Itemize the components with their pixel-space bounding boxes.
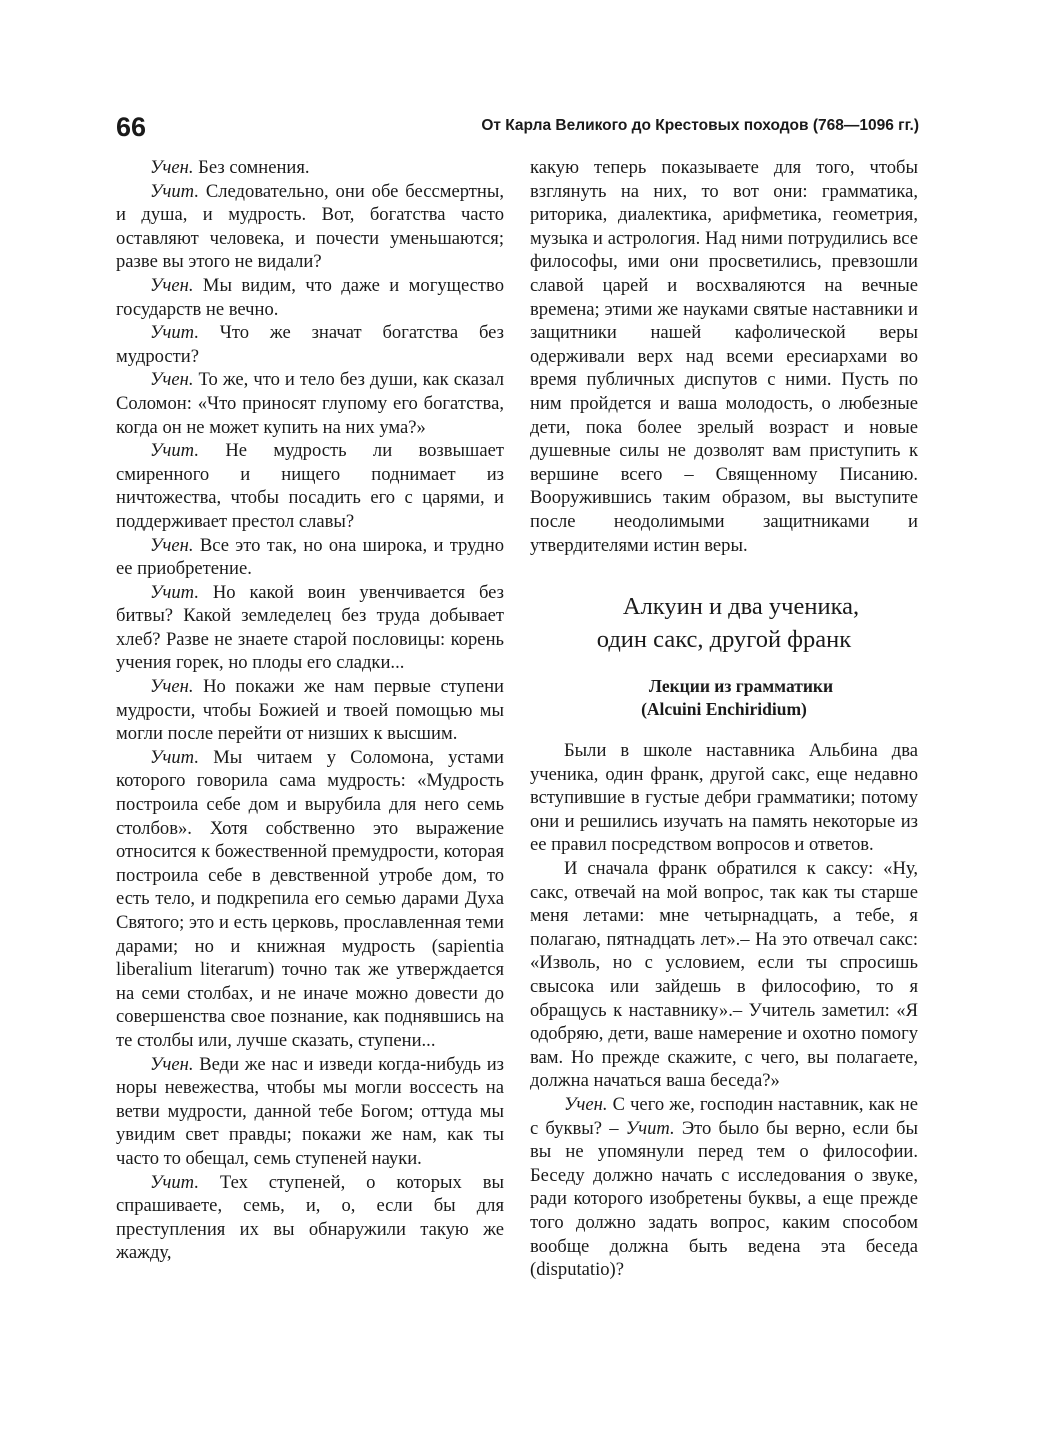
dialogue-text: То же, что и тело без души, как сказал Соломон: «Что приносят глупому его богатства, когда он не может купить на них ума?»: [116, 369, 504, 438]
body-paragraph: И сначала франк обратился к саксу: «Ну, сакс, отвечай на мой вопрос, так как ты старше меня летами: мне четырнадцать, а тебе, я полагаю, пятнадцать лет».– На это отвечал сакс: «Изволь, но с условием, если ты спросишь свысока или зайдешь в философию, то я обращусь к наставнику».– Учитель заметил: «Я одобряю, дети, ваше намерение и охотно помогу вам. Но прежде скажите, с чего, вы полагаете, должна начаться ваша беседа?»: [530, 858, 918, 1092]
speaker-label: Учен.: [150, 1053, 194, 1075]
chapter-title: [530, 590, 918, 656]
dialogue-paragraph: [116, 675, 504, 746]
dialogue-paragraph: [116, 368, 504, 439]
speaker-label: Учит.: [150, 581, 199, 603]
dialogue-text: Мы читаем у Соломона, устами которого говорила сама мудрость: «Мудрость построила себе дом и вырубила для него семь столбов». Хотя собственно это выражение относится к божественной премудрости, которая построила себе в девственной утробе дом, то есть тело, и подкрепила его семью дарами Духа Святого; это и есть церковь, прославленная теми дарами; но и книжная мудрость (sapientia liberalium literarum) точно так же утверждается на семи столбах, и не иначе можно довести до совершенства свое познание, как поднявшись на те столбы или, лучше сказать, ступени...: [116, 746, 504, 1051]
speaker-label: Учен.: [150, 274, 194, 296]
dialogue-paragraph: [116, 274, 504, 321]
dialogue-text: Что же значат богатства без мудрости?: [116, 322, 504, 367]
speaker-label: Учит.: [150, 440, 199, 462]
section-spacer: [530, 656, 918, 675]
dialogue-text: Тех ступеней, о которых вы спрашиваете, семь, и, о, если бы для преступления их вы обнаружили такую же жажду,: [116, 1171, 504, 1264]
chapter-title-line: один сакс, другой франк: [596, 626, 852, 654]
dialogue-text: Все это так, но она широка, и трудно ее приобретение.: [116, 534, 504, 580]
subtitle-line: Лекции из грамматики: [648, 676, 834, 697]
dialogue-paragraph: [116, 581, 504, 675]
dialogue-text: Не мудрость ли возвышает смиренного и нищего поднимает из ничтожества, чтобы посадить его с царями, и поддерживает престол славы?: [116, 440, 504, 532]
dialogue-paragraph: [116, 534, 504, 581]
right-column: [530, 156, 918, 1282]
left-column: [116, 156, 504, 1265]
speaker-label: Учит.: [150, 746, 199, 768]
speaker-label: Учит.: [150, 322, 199, 344]
dialogue-paragraph: [116, 1171, 504, 1265]
dialogue-paragraph: [116, 156, 504, 180]
body-paragraph: Были в школе наставника Альбина два ученика, один франк, другой сакс, еще недавно вступившие в густые дебри грамматики; потому они и решились изучать на память некоторые из ее правил посредством вопросов и ответов.: [530, 740, 918, 856]
subtitle-line: (Alcuini Enchiridium): [641, 699, 807, 720]
speaker-label: Учен.: [150, 157, 194, 178]
page-number: 66: [116, 112, 147, 142]
dialogue-text: Без сомнения.: [193, 157, 310, 178]
dialogue-text: Веди же нас и изведи когда-нибудь из норы невежества, чтобы мы могли воссесть на ветви мудрости, данной тебе Богом; оттуда мы увидим свет правды; покажи же нам, как ты часто то обещал, семь ступеней науки.: [116, 1053, 504, 1169]
running-head: От Карла Великого до Крестовых походов (768—1096 гг.): [481, 117, 919, 134]
speaker-label: Учит.: [150, 1171, 199, 1193]
dialogue-paragraph: [116, 180, 504, 274]
speaker-label: Учен.: [150, 369, 194, 391]
dialogue-paragraph: [116, 1053, 504, 1171]
continuation-paragraph: какую теперь показываете для того, чтобы взглянуть на них, то вот они: грамматика, риторика, диалектика, арифметика, геометрия, музыка и астрология. Над ними потрудились все философы, ими они просветились, превзошли славой царей и восхваляются на вечные времена; этими же науками святые наставники и защитники нашей кафолической веры одерживали верх над всеми ересиархами во время публичных диспутов с ними. Пусть по ним пройдется и ваша молодость, о любезные дети, пока более зрелый возраст и новые душевные силы не дозволят вам приступить к вершине всего – Священному Писанию. Вооружившись таким образом, вы выступите после неодолимыми защитниками и утвердителями истин веры.: [530, 157, 918, 556]
section-spacer: [530, 721, 918, 739]
dialogue-text: Это было бы верно, если бы вы не упомянули перед тем о философии. Беседу должно начать с исследования о звуке, ради которого изобретены буквы, а еще прежде того должно задать вопрос, каким способом вообще должна быть ведена эта беседа (disputatio)?: [530, 1117, 919, 1281]
chapter-title-line: Алкуин и два ученика,: [622, 593, 860, 621]
dialogue-paragraph: [116, 321, 504, 368]
dialogue-paragraph: [530, 1093, 918, 1282]
speaker-label: Учит.: [150, 180, 199, 202]
dialogue-text: С чего же, господин наставник, как не с буквы? –: [530, 1094, 918, 1139]
dialogue-paragraph: [116, 746, 504, 1053]
section-spacer: [530, 557, 918, 590]
dialogue-text: Следовательно, они обе бессмертны, и душа, и мудрость. Вот, богатства часто оставляют человека, и почести уменьшаются; разве вы этого не видали?: [116, 180, 504, 273]
dialogue-text: Но какой воин увенчивается без битвы? Какой земледелец без труда добывает хлеб? Разве не знаете старой пословицы: корень учения горек, но плоды его сладки...: [116, 581, 504, 674]
speaker-label: Учен.: [564, 1094, 608, 1115]
speaker-label: Учен.: [150, 676, 194, 698]
dialogue-text: Но покажи же нам первые ступени мудрости, чтобы Божией и твоей помощью мы могли после перейти от низших к высшим.: [116, 676, 504, 745]
dialogue-text: Мы видим, что даже и могущество государств не вечно.: [116, 274, 504, 320]
dialogue-paragraph: [116, 439, 504, 533]
speaker-label: Учит.: [625, 1117, 675, 1139]
section-subtitle: [530, 675, 918, 721]
speaker-label: Учен.: [150, 534, 194, 556]
